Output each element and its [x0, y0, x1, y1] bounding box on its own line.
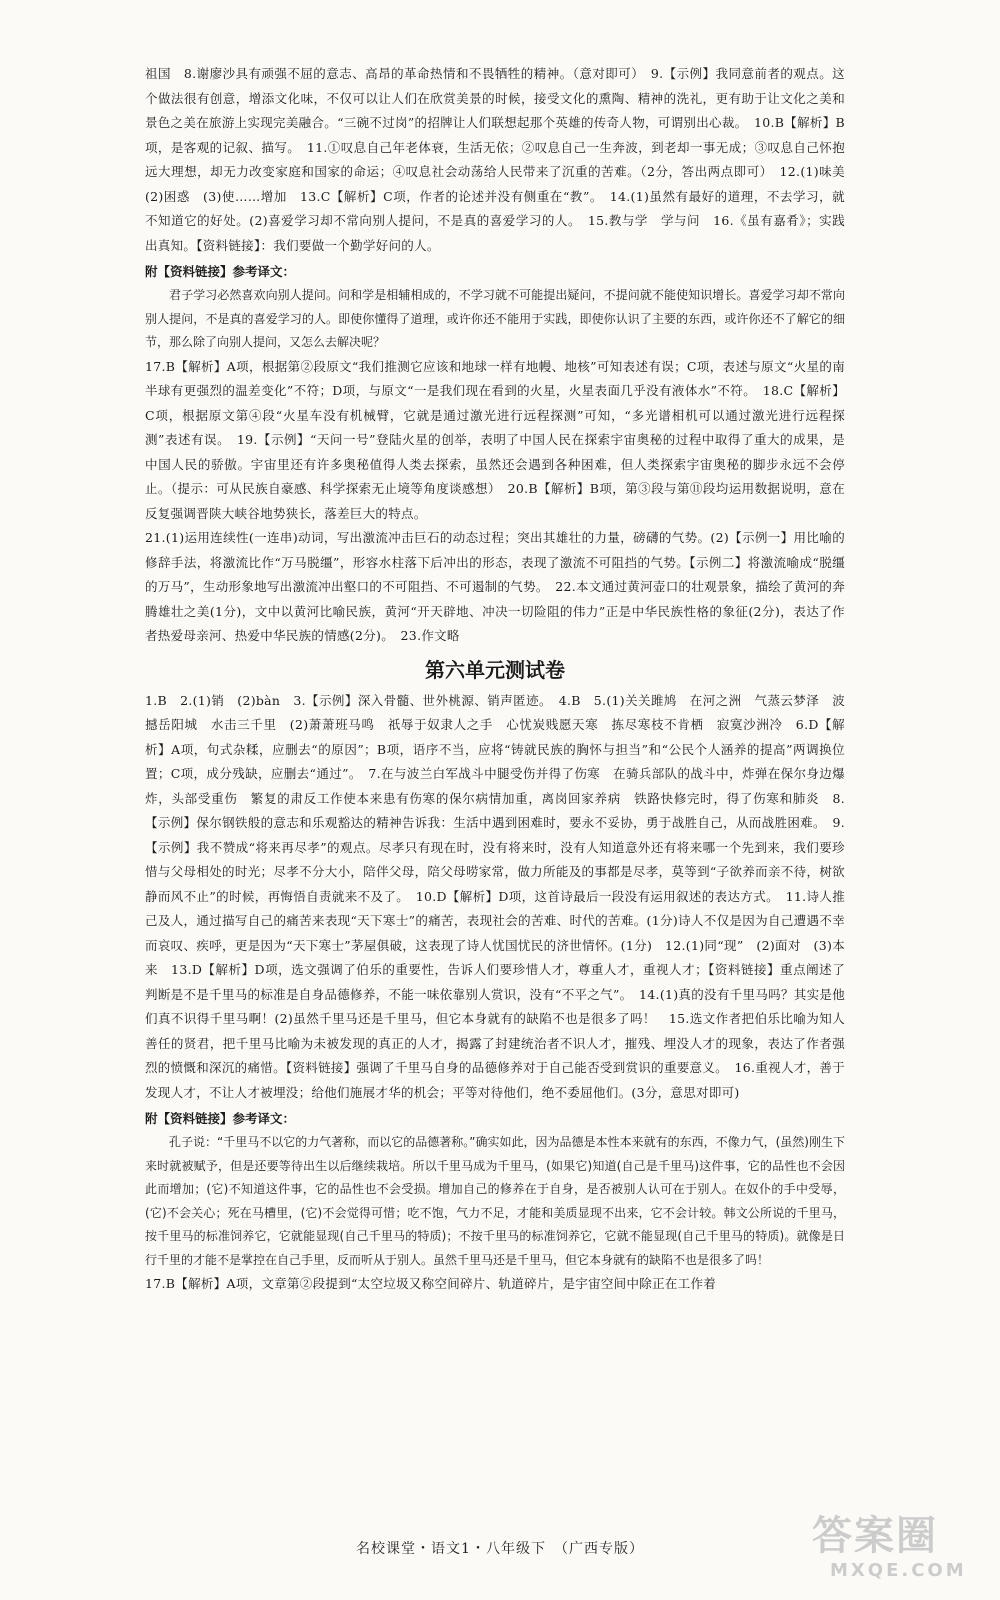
- watermark-logo: [812, 1512, 982, 1592]
- answer-page: [145, 62, 858, 1297]
- page-footer: 名校课堂・语文1・八年级下 （广西专版）: [356, 1541, 644, 1557]
- watermark-url: MXQE.COM: [830, 1560, 967, 1581]
- answer-paragraph: 17.B【解析】A项，根据第②段原文“我们推测它应该和地球一样有地幔、地核”可知表述有误；C项，表述与原文“火星的南半球有更强烈的温差变化”不符；D项，与原文“一是我们现在看到的火星，火星表面几乎没有液体水”不符。 18.C【解析】C项，根据原文第④段“火星车没有机械臂，它就是通过激光进行远程探测”可知，“多光谱相机可以通过激光进行远程探测”表述有误。 19.【示例】“天问一号”登陆火星的创举，表明了中国人民在探索宇宙奥秘的过程中取得了重大的成果，是中国人民的骄傲。宇宙里还有许多奥秘值得人类去探索，虽然还会遇到各种困难，但人类探索宇宙奥秘的脚步永远不会停止。（提示：可从民族自豪感、科学探索无止境等角度谈感想） 20.B【解析】B项，第③段与第⑪段均运用数据说明，意在反复强调晋陕大峡谷地势狭长，落差巨大的特点。: [145, 358, 845, 521]
- note-heading: 附【资料链接】参考译文：: [145, 264, 296, 279]
- note-heading: 附【资料链接】参考译文：: [145, 1111, 296, 1126]
- reference-translation: 孔子说：“千里马不以它的力气著称，而以它的品德著称。”确实如此，因为品德是本性本来就有的东西，不像力气，(虽然)刚生下来时就被赋予，但是还要等待出生以后继续栽培。所以千里马成为千里马，(如果它)知道(自己是千里马)这件事，它的品性也不会因此而增加；(它)不知道这件事，它的品性也不会受损。增加自己的修养在于自身，是否被别人认可在于别人。在奴仆的手中受辱，(它)不会关心；死在马槽里，(它)不会觉得可惜；吃不饱，气力不足，才能和美质显现不出来，它不会计较。韩文公所说的千里马，按千里马的标准饲养它，它就能显现(自己千里马的特质)；不按千里马的标准饲养它，它就不能显现(自己千里马的特质)。就像是日行千里的才能不是掌控在自己手里，反而听从于别人。虽然千里马还是千里马，但它本身就有的缺陷不也是很多了吗！: [145, 1135, 845, 1267]
- answer-paragraph: 1.B 2.(1)销 (2)bàn 3.【示例】深入骨髓、世外桃源、销声匿迹。 4.B 5.(1)关关雎鸠 在河之洲 气蒸云梦泽 波撼岳阳城 水击三千里 (2)萧萧班马鸣 祇辱于奴隶人之手 心忧炭贱愿天寒 拣尽寒枝不肯栖 寂寞沙洲冷 6.D【解析】A项，句式杂糅，应删去“的原因”；B项，语序不当，应将“铸就民族的胸怀与担当”和“公民个人涵养的提高”两调换位置；C项，成分残缺，应删去“通过”。 7.在与波兰白军战斗中腿受伤并得了伤寒 在骑兵部队的战斗中，炸弹在保尔身边爆炸，头部受重伤 繁复的肃反工作使本来患有伤寒的保尔病情加重，离岗回家养病 铁路快修完时，得了伤寒和肺炎 8.【示例】保尔钢铁般的意志和乐观豁达的精神告诉我：生活中遇到困难时，要永不妥协，勇于战胜自己，从而战胜困难。 9.【示例】我不赞成“将来再尽孝”的观点。尽孝只有现在时，没有将来时，没有人知道意外还有将来哪一个先到来，我们要珍惜与父母相处的时光；尽孝不分大小，陪伴父母，陪父母唠家常，做力所能及的事都是尽孝，莫等到“子欲养而亲不待，树欲静而风不止”的时候，再悔悟自责就来不及了。 10.D【解析】D项，这首诗最后一段没有运用叙述的表达方式。 11.诗人推己及人，通过描写自己的痛苦来表现“天下寒士”的痛苦，表现社会的苦难、时代的苦难。(1分)诗人不仅是因为自己遭遇不幸而哀叹、疾呼，更是因为“天下寒士”茅屋俱破，这表现了诗人忧国忧民的济世情怀。(1分) 12.(1)同“现” (2)面对 (3)本来 13.D【解析】D项，选文强调了伯乐的重要性，告诉人们要珍惜人才，尊重人才，重视人才；【资料链接】重点阐述了判断是不是千里马的标准是自身品德修养，不能一味依靠别人赏识，没有“不平之气”。 14.(1)真的没有千里马吗？其实是他们真不识得千里马啊！(2)虽然千里马还是千里马，但它本身就有的缺陷不也是很多了吗！ 15.选文作者把伯乐比喻为知人善任的贤君，把千里马比喻为未被发现的真正的人才，揭露了封建统治者不识人才，摧残、埋没人才的现象，表达了作者强烈的愤慨和深沉的痛惜。【资料链接】强调了千里马自身的品德修养对于自己能否受到赏识的重要意义。 16.重视人才，善于发现人才，不让人才被埋没；给他们施展才华的机会；平等对待他们，绝不委屈他们。(3分，意思对即可): [145, 692, 845, 1100]
- reference-translation: 君子学习必然喜欢向别人提问。问和学是相辅相成的，不学习就不可能提出疑问，不提问就不能使知识增长。喜爱学习却不常向别人提问，不是真的喜爱学习的人。即使你懂得了道理，或许你还不能用于实践，即使你认识了主要的东西，或许你还不了解它的细节，那么除了向别人提问，又怎么去解决呢？: [145, 288, 845, 349]
- answer-paragraph: 祖国 8.谢廖沙具有顽强不屈的意志、高昂的革命热情和不畏牺牲的精神。（意对即可） 9.【示例】我同意前者的观点。这个做法很有创意，增添文化味，不仅可以让人们在欣赏美景的时候，接受文化的熏陶、精神的洗礼，更有助于让文化之美和景色之美在旅游上实现完美融合。“三碗不过岗”的招牌让人们联想起那个英雄的传奇人物，可谓别出心裁。 10.B【解析】B项，是客观的记叙、描写。 11.①叹息自己年老体衰，生活无依；②叹息自己一生奔波，到老却一事无成；③叹息自己怀抱远大理想，却无力改变家庭和国家的命运；④叹息社会动荡给人民带来了沉重的苦难。（2分，答出两点即可） 12.(1)味美 (2)困惑 (3)使……增加 13.C【解析】C项，作者的论述并没有侧重在“教”。 14.(1)虽然有最好的道理，不去学习，就不知道它的好处。(2)喜爱学习却不常向别人提问，不是真的喜爱学习的人。 15.教与学 学与问 16.《虽有嘉肴》；实践出真知。【资料链接】：我们要做一个勤学好问的人。: [145, 66, 858, 253]
- answer-paragraph: 17.B【解析】A项，文章第②段提到“太空垃圾又称空间碎片、轨道碎片，是宇宙空间中除正在工作着: [145, 1276, 717, 1291]
- watermark-text: 答案圈: [812, 1513, 938, 1559]
- section-title: 第六单元测试卷: [425, 657, 565, 682]
- answer-paragraph: 21.(1)运用连续性(一连串)动词，写出激流冲击巨石的动态过程；突出其雄壮的力量，磅礴的气势。(2)【示例一】用比喻的修辞手法，将激流比作“万马脱缰”，形容水柱落下后冲出的形态，表现了激流不可阻挡的气势。【示例二】将激流喻成“脱缰的万马”，生动形象地写出激流冲出壑口的不可阻挡、不可遏制的气势。 22.本文通过黄河壶口的壮观景象，描绘了黄河的奔腾雄壮之美(1分)，文中以黄河比喻民族，黄河“开天辟地、冲决一切险阻的伟力”正是中华民族性格的象征(2分)，表达了作者热爱母亲河、热爱中华民族的情感(2分)。 23.作文略: [145, 530, 845, 643]
